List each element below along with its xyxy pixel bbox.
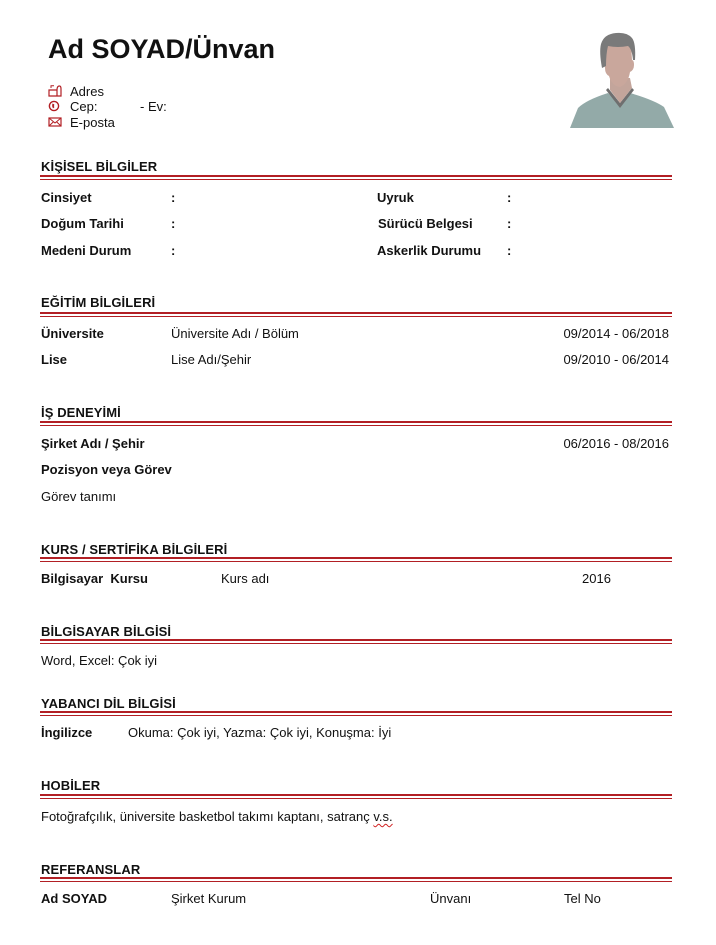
section-title-references: REFERANSLAR bbox=[41, 862, 141, 877]
section-divider bbox=[40, 175, 672, 180]
reference-title: Ünvanı bbox=[430, 891, 472, 906]
reference-company: Şirket Kurum bbox=[171, 891, 247, 906]
education-school: Lise Adı/Şehir bbox=[171, 352, 252, 367]
education-school: Üniversite Adı / Bölüm bbox=[171, 326, 299, 341]
course-name: Kurs adı bbox=[221, 571, 270, 586]
section-divider bbox=[40, 877, 672, 882]
section-title-languages: YABANCI DİL BİLGİSİ bbox=[41, 696, 176, 711]
section-divider bbox=[40, 421, 672, 426]
sep-nationality: : bbox=[507, 190, 512, 205]
contact-address bbox=[48, 84, 104, 100]
hobbies-text bbox=[41, 809, 393, 824]
sep-gender: : bbox=[171, 190, 176, 205]
section-title-courses: KURS / SERTİFİKA BİLGİLERİ bbox=[41, 542, 228, 557]
education-dates: 09/2010 - 06/2014 bbox=[563, 352, 669, 367]
section-title-education: EĞİTİM BİLGİLERİ bbox=[41, 295, 156, 310]
experience-description: Görev tanımı bbox=[41, 489, 117, 504]
language-levels: Okuma: Çok iyi, Yazma: Çok iyi, Konuşma: İyi bbox=[128, 725, 392, 740]
reference-name: Ad SOYAD bbox=[41, 891, 107, 906]
name-title: Ad SOYAD/Ünvan bbox=[48, 34, 276, 64]
label-military: Askerlik Durumu bbox=[377, 243, 482, 258]
section-divider bbox=[40, 639, 672, 644]
label-gender: Cinsiyet bbox=[41, 190, 92, 205]
education-level: Lise bbox=[41, 352, 68, 367]
email-text: E-posta bbox=[70, 115, 115, 130]
label-nationality: Uyruk bbox=[377, 190, 414, 205]
reference-phone: Tel No bbox=[564, 891, 601, 906]
experience-company: Şirket Adı / Şehir bbox=[41, 436, 145, 451]
mobile-label: Cep: bbox=[70, 99, 98, 114]
sep-birthdate: : bbox=[171, 216, 176, 231]
course-year: 2016 bbox=[582, 571, 611, 586]
hobbies-main: Fotoğrafçılık, üniversite basketbol takımı kaptanı, satranç bbox=[41, 809, 374, 824]
label-driving-license: Sürücü Belgesi bbox=[378, 216, 473, 231]
address-text: Adres bbox=[70, 84, 104, 99]
profile-photo bbox=[568, 30, 678, 130]
section-divider bbox=[40, 312, 672, 317]
spellcheck-flagged-word[interactable]: v.s. bbox=[373, 809, 393, 824]
section-divider bbox=[40, 711, 672, 716]
course-label: Bilgisayar Kursu bbox=[41, 571, 148, 586]
section-title-hobbies: HOBİLER bbox=[41, 778, 101, 793]
sep-driving-license: : bbox=[507, 216, 512, 231]
label-birthdate: Doğum Tarihi bbox=[41, 216, 124, 231]
language-name: İngilizce bbox=[41, 725, 93, 740]
section-title-computer: BİLGİSAYAR BİLGİSİ bbox=[41, 624, 172, 639]
label-marital: Medeni Durum bbox=[41, 243, 132, 258]
phone-icon bbox=[48, 100, 62, 112]
mailbox-icon bbox=[48, 85, 62, 97]
sep-military: : bbox=[507, 243, 512, 258]
sep-marital: : bbox=[171, 243, 176, 258]
experience-dates: 06/2016 - 08/2016 bbox=[563, 436, 669, 451]
contact-phone bbox=[48, 99, 167, 115]
computer-skills: Word, Excel: Çok iyi bbox=[41, 653, 158, 668]
envelope-icon bbox=[48, 116, 62, 128]
education-dates: 09/2014 - 06/2018 bbox=[563, 326, 669, 341]
home-label: - Ev: bbox=[140, 99, 167, 114]
section-title-personal: KİŞİSEL BİLGİLER bbox=[41, 159, 158, 174]
section-divider bbox=[40, 794, 672, 799]
section-title-experience: İŞ DENEYİMİ bbox=[41, 405, 121, 420]
education-level: Üniversite bbox=[41, 326, 104, 341]
section-divider bbox=[40, 557, 672, 562]
experience-position: Pozisyon veya Görev bbox=[41, 462, 172, 477]
contact-email bbox=[48, 115, 115, 131]
